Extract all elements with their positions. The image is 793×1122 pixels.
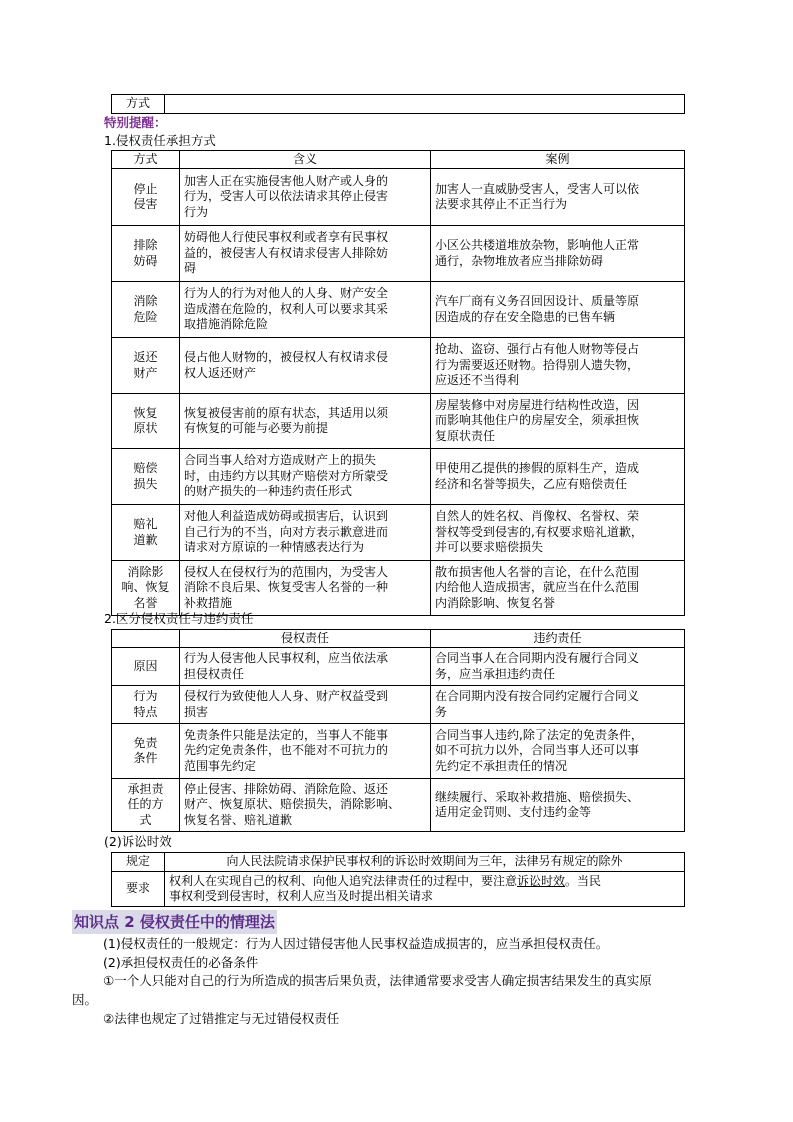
contract-line: 先约定不承担责任的情况 [435, 758, 568, 773]
example-line: 小区公共楼道堆放杂物，影响他人正常 [435, 238, 640, 252]
table-row [112, 561, 685, 616]
tort-line: 范围事先约定 [184, 758, 257, 773]
tort-line: 财产、恢复原状、赔偿损失，消除影响、 [184, 797, 401, 812]
way-line: 危险 [133, 309, 158, 324]
meaning-cell [180, 449, 431, 505]
way-line: 妨碍 [133, 253, 158, 268]
meaning-cell [180, 394, 431, 449]
contract-line: 合同当事人违约,除了法定的免责条件， [435, 727, 643, 742]
top-method-row [111, 94, 685, 114]
meaning-line: 行为，受害人可以依法请求其停止侵害 [184, 189, 389, 204]
meaning-cell [180, 226, 431, 282]
item-line: 行为 [133, 689, 158, 703]
section-3-title: (2)诉讼时效 [104, 834, 172, 849]
meaning-line: 补救措施 [184, 595, 233, 610]
tort-line: 担侵权责任 [184, 666, 245, 681]
item-line: 承担责 [127, 781, 164, 796]
requirement-line-2: 事权利受到侵害时，权利人应当及时提出相关请求 [169, 889, 434, 903]
example-line: 内给他人造成损害，就应当在什么范围 [435, 580, 640, 595]
header-example: 案例 [431, 151, 685, 169]
example-cell [431, 561, 685, 616]
special-tip-heading: 特别提醒： [104, 115, 167, 130]
example-line: 汽车厂商有义务召回因设计、质量等原 [435, 294, 640, 308]
table-row [112, 394, 685, 449]
way-cell [112, 505, 180, 561]
way-cell [112, 394, 180, 449]
way-line: 原状 [133, 421, 158, 435]
tort-line: 损害 [184, 704, 209, 719]
example-line: 法要求其停止不正当行为 [435, 197, 568, 211]
example-line: 加害人一直威胁受害人，受害人可以依 [435, 181, 640, 196]
item-line: 条件 [133, 751, 158, 765]
example-cell [431, 505, 685, 561]
way-cell [112, 561, 180, 616]
item-cell [112, 724, 180, 779]
meaning-line: 消除不良后果、恢复受害人名誉的一种 [184, 580, 389, 595]
meaning-line: 权人返还财产 [184, 365, 257, 380]
requirement-line-1 [169, 874, 680, 890]
example-cell [431, 449, 685, 505]
top-row-label: 方式 [112, 95, 165, 114]
example-line: 行为需要返还财物。拾得别人遗失物， [435, 357, 640, 372]
meaning-line: 妨碍他人行使民事权利或者享有民事权 [184, 230, 389, 245]
knowledge-point-heading: 知识点 2 侵权责任中的情理法 [72, 910, 277, 934]
meaning-line: 行为 [184, 204, 209, 219]
way-line: 侵害 [133, 197, 158, 211]
way-line: 停止 [133, 181, 158, 196]
way-line: 道歉 [133, 532, 158, 547]
paragraph-3-line-2: 因。 [72, 992, 98, 1007]
tort-liability-methods-table [111, 150, 685, 616]
tort-cell [180, 724, 431, 779]
contract-cell [431, 686, 685, 724]
header-method: 方式 [112, 151, 180, 169]
example-line: 抢劫、盗窃、强行占有他人财物等侵占 [435, 342, 640, 357]
way-cell [112, 226, 180, 282]
tort-cell [180, 648, 431, 686]
table-row [112, 169, 685, 226]
tort-cell [180, 686, 431, 724]
req-text-b: 。当民 [565, 873, 602, 888]
contract-line: 务 [435, 704, 448, 719]
meaning-cell [180, 282, 431, 338]
meaning-cell [180, 505, 431, 561]
table-row [112, 779, 685, 832]
contract-cell [431, 648, 685, 686]
example-cell [431, 338, 685, 394]
table-row [112, 686, 685, 724]
way-line: 消除影 [127, 564, 164, 579]
header-tort: 侵权责任 [180, 630, 431, 648]
meaning-line: 取措施消除危险 [184, 317, 269, 332]
tort-line: 停止侵害、排除妨碍、消除危险、返还 [184, 781, 389, 796]
way-line: 消除 [133, 294, 158, 308]
meaning-line: 合同当事人给对方造成财产上的损失 [184, 453, 377, 468]
tort-line: 恢复名誉、赔礼道歉 [184, 812, 293, 827]
top-row-value [165, 95, 685, 114]
section-2-title: 2.区分侵权责任与违约责任 [104, 611, 254, 626]
rule-label: 规定 [112, 853, 165, 872]
way-line: 赔偿 [133, 461, 158, 475]
way-line: 损失 [133, 476, 158, 491]
tort-line: 侵权行为致使他人人身、财产权益受到 [184, 689, 389, 703]
tort-cell [180, 779, 431, 832]
example-line: 自然人的姓名权、肖像权、名誉权、荣 [435, 509, 640, 524]
way-cell [112, 449, 180, 505]
contract-line: 适用定金罚则、支付违约金等 [435, 805, 592, 819]
meaning-line: 时，由违约方以其财产赔偿对方所蒙受 [184, 468, 389, 483]
contract-cell [431, 724, 685, 779]
meaning-cell [180, 338, 431, 394]
meaning-cell [180, 561, 431, 616]
contract-line: 如不可抗力以外，合同当事人还可以事 [435, 743, 640, 758]
meaning-line: 侵权人在侵权行为的范围内，为受害人 [184, 564, 389, 579]
table-row [112, 505, 685, 561]
header-blank [112, 630, 180, 648]
req-text-a: 权利人在实现自己的权利、向他人追究法律责任的过程中，要注意 [169, 873, 518, 888]
contract-line: 继续履行、采取补救措施、赔偿损失、 [435, 789, 640, 804]
meaning-line: 对他人利益造成妨碍或损害后，认识到 [184, 509, 389, 524]
req-text-underlined: 诉讼时效 [517, 873, 566, 888]
meaning-line: 有恢复的可能与必要为前提 [184, 421, 329, 435]
example-line: 并可以要求赔偿损失 [435, 540, 544, 555]
way-line: 排除 [133, 238, 158, 252]
way-cell [112, 338, 180, 394]
meaning-line: 加害人正在实施侵害他人财产或人身的 [184, 173, 389, 188]
way-line: 财产 [133, 365, 158, 380]
meaning-line: 侵占他人财物的，被侵权人有权请求侵 [184, 350, 389, 364]
table-header-row [112, 151, 685, 169]
table-row [112, 338, 685, 394]
meaning-line: 自己行为的不当，向对方表示歉意进而 [184, 524, 389, 539]
table-row [112, 853, 685, 872]
header-meaning: 含义 [180, 151, 431, 169]
contract-line: 在合同期内没有按合同约定履行合同义 [435, 689, 640, 703]
example-line: 散布损害他人名誉的言论，在什么范围 [435, 564, 640, 579]
meaning-line: 的财产损失的一种违约责任形式 [184, 484, 353, 499]
item-cell [112, 648, 180, 686]
table-row [112, 648, 685, 686]
section-1-title: 1.侵权责任承担方式 [104, 133, 216, 148]
table-row [112, 724, 685, 779]
contract-line: 务，应当承担违约责任 [435, 666, 556, 681]
item-line: 任的方 [127, 797, 164, 812]
rule-text-content: 向人民法院请求保护民事权利的诉讼时效期间为三年，法律另有规定的除外 [226, 854, 623, 869]
meaning-line: 恢复被侵害前的原有状态，其适用以须 [184, 405, 389, 420]
tort-line: 免责条件只能是法定的，当事人不能事 [184, 727, 389, 742]
example-line: 通行，杂物堆放者应当排除妨碍 [435, 253, 604, 268]
meaning-line: 造成潜在危险的，权利人可以要求其采 [184, 301, 389, 316]
meaning-line: 行为人的行为对他人的人身、财产安全 [184, 286, 389, 301]
tort-vs-contract-table [111, 629, 685, 832]
example-line: 应返还不当得利 [435, 373, 520, 388]
contract-cell [431, 779, 685, 832]
tort-line: 行为人侵害他人民事权利，应当依法承 [184, 651, 389, 665]
way-line: 响、恢复 [121, 580, 170, 595]
tort-line: 先约定免责条件，也不能对不可抗力的 [184, 743, 389, 758]
way-line: 赔礼 [133, 517, 158, 531]
paragraph-4: ②法律也规定了过错推定与无过错侵权责任 [103, 1011, 340, 1026]
example-line: 因造成的存在安全隐患的已售车辆 [435, 309, 616, 324]
way-line: 返还 [133, 350, 158, 364]
meaning-line: 益的，被侵害人有权请求侵害人排除妨 [184, 245, 389, 260]
item-line: 免责 [133, 735, 158, 750]
paragraph-1: (1)侵权责任的一般规定：行为人因过错侵害他人民事权益造成损害的，应当承担侵权责任。 [103, 936, 609, 951]
contract-line: 合同当事人在合同期内没有履行合同义 [435, 651, 640, 665]
requirement-text [165, 872, 685, 907]
table-row [112, 282, 685, 338]
table-row [112, 449, 685, 505]
table-row [112, 226, 685, 282]
table-row [112, 872, 685, 907]
item-line: 特点 [133, 704, 158, 719]
example-line: 经济和名誉等损失，乙应有赔偿责任 [435, 476, 628, 491]
item-line: 式 [139, 812, 152, 827]
example-line: 誉权等受到侵害的,有权要求赔礼道歉， [435, 524, 643, 539]
way-cell [112, 282, 180, 338]
header-contract: 违约责任 [431, 630, 685, 648]
item-line: 原因 [133, 658, 158, 673]
example-line: 而影响其他住户的房屋安全，须承担恢 [435, 413, 640, 428]
example-cell [431, 169, 685, 226]
example-cell [431, 282, 685, 338]
item-cell [112, 779, 180, 832]
way-cell [112, 169, 180, 226]
limitation-period-table [111, 852, 685, 907]
meaning-line: 碍 [184, 261, 197, 276]
paragraph-2: (2)承担侵权责任的必备条件 [103, 955, 259, 970]
example-line: 内消除影响、恢复名誉 [435, 595, 556, 610]
example-cell [431, 394, 685, 449]
requirement-label: 要求 [112, 872, 165, 907]
item-cell [112, 686, 180, 724]
paragraph-3-line-1: ①一个人只能对自己的行为所造成的损害后果负责，法律通常要求受害人确定损害结果发生的真实原 [103, 973, 652, 988]
meaning-cell [180, 169, 431, 226]
meaning-line: 请求对方原谅的一种情感表达行为 [184, 540, 365, 555]
example-line: 房屋装修中对房屋进行结构性改造，因 [435, 397, 640, 412]
example-line: 甲使用乙提供的掺假的原料生产，造成 [435, 461, 640, 475]
way-line: 恢复 [133, 405, 158, 420]
way-line: 名誉 [133, 595, 158, 610]
example-cell [431, 226, 685, 282]
example-line: 复原状责任 [435, 428, 496, 443]
table-header-row [112, 630, 685, 648]
rule-text [165, 853, 685, 872]
